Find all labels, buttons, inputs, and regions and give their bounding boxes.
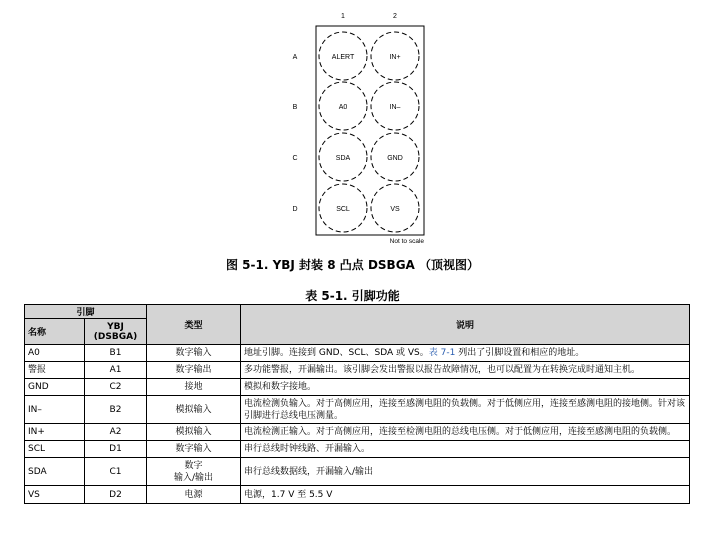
ball-b2 (371, 82, 419, 130)
row-label-c: C (292, 155, 298, 162)
svg-text:GND: GND (387, 155, 403, 162)
svg-text:SDA: SDA (335, 155, 351, 162)
table-row: IN+ A2 模拟输入 电流检测正输入。对于高侧应用，连接至检测电阻的总线电压侧。对于低侧应用，连接至感测电阻的负载侧。 (25, 424, 690, 441)
figure-caption: 图 5-1. YBJ 封装 8 凸点 DSBGA （顶视图） (225, 258, 480, 272)
header-pin-group: 引脚 (25, 305, 147, 319)
scale-note: Not to scale (389, 238, 424, 245)
row-label-b: B (292, 104, 298, 111)
header-ybj: YBJ (DSBGA) (85, 319, 147, 345)
svg-text:SCL: SCL (336, 206, 350, 213)
table-title: 表 5-1. 引脚功能 (305, 289, 400, 303)
svg-text:IN+: IN+ (389, 54, 401, 61)
header-description: 说明 (241, 305, 690, 345)
pin-functions-table (24, 304, 690, 504)
ball-c1 (319, 133, 367, 181)
ball-d2 (371, 184, 419, 232)
svg-text:IN–: IN– (389, 104, 401, 111)
header-type: 类型 (147, 305, 241, 345)
svg-text:ALERT: ALERT (331, 54, 355, 61)
table-row: IN– B2 模拟输入 电流检测负输入。对于高侧应用，连接至感测电阻的负载侧。对于低侧应用，连接至感测电阻的接地侧。针对该引脚进行总线电压测量。 (25, 396, 690, 424)
ball-c2 (371, 133, 419, 181)
col-label-2: 2 (393, 13, 397, 20)
table-row: SCL D1 数字输入 串行总线时钟线路、开漏输入。 (25, 441, 690, 458)
ball-a1 (319, 32, 367, 80)
table-row: VS D2 电源 电源，1.7 V 至 5.5 V (25, 486, 690, 504)
table-row: A0 B1 数字输入 地址引脚。连接到 GND、SCL、SDA 或 VS。表 7-1 列出了引脚设置和相应的地址。 (25, 345, 690, 362)
row-label-a: A (292, 54, 298, 61)
table-row: 警报 A1 数字输出 多功能警报，开漏输出。该引脚会发出警报以报告故障情况，也可以配置为在转换完成时通知主机。 (25, 362, 690, 379)
table-7-1-link[interactable]: 表 7-1 (428, 348, 456, 358)
table-row: SDA C1 数字 输入/输出 串行总线数据线，开漏输入/输出 (25, 458, 690, 486)
row-label-d: D (292, 206, 298, 213)
ball-a2 (371, 32, 419, 80)
header-name: 名称 (25, 319, 85, 345)
ball-d1 (319, 184, 367, 232)
dsbga-package-diagram (0, 0, 705, 250)
col-label-1: 1 (341, 13, 345, 20)
svg-text:VS: VS (390, 206, 400, 213)
svg-text:A0: A0 (338, 104, 348, 111)
ball-b1 (319, 82, 367, 130)
table-row: GND C2 接地 模拟和数字接地。 (25, 379, 690, 396)
